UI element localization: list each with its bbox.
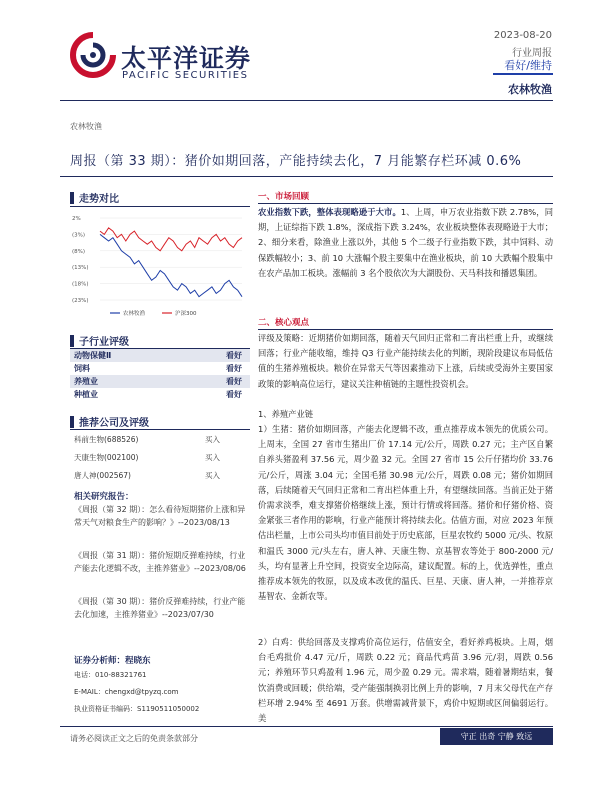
disclaimer-note: 请务必阅读正文之后的免责条款部分 bbox=[70, 734, 198, 743]
market-review-divider bbox=[258, 203, 553, 204]
analyst-phone: 电话：010-88321761 bbox=[74, 671, 147, 679]
trend-heading: 走势对比 bbox=[70, 190, 119, 205]
header-rating-rule bbox=[493, 73, 553, 75]
brand-name-en: PACIFIC SECURITIES bbox=[122, 70, 249, 81]
legend-label: 农林牧渔 bbox=[123, 311, 146, 317]
analyst-cert: 执业资格证书编码：S1190511050002 bbox=[74, 705, 200, 713]
table-row: 养殖业 看好 bbox=[70, 375, 250, 388]
core-view-text: 评级及策略：近期猪价如期回落，随着天气回归正常和二育出栏重上升，或继续回落；行业产能收缩，维持 Q3 行业产能持续去化的判断，现阶段建议布局低估值的生猪养殖板块。粮价在异常天气等因素推动下上涨，后续或受海外主要国家政策的影响高位运行，建议关注种植链的主题性投资机会。 bbox=[258, 333, 553, 389]
core-view-divider bbox=[258, 329, 553, 330]
legend-label: 沪深300 bbox=[175, 311, 197, 317]
y-tick-label: 2% bbox=[72, 216, 81, 222]
report-title: 周报（第 33 期）：猪价如期回落，产能持续去化，7 月能繁存栏环减 0.6% bbox=[70, 154, 522, 169]
report-type: 行业周报 bbox=[512, 48, 552, 59]
y-tick-label: (13%) bbox=[72, 265, 89, 272]
series-line bbox=[100, 234, 242, 296]
analyst-email[interactable]: E-MAIL：chengxd@tpyzq.com bbox=[74, 688, 179, 696]
trend-divider bbox=[70, 206, 250, 207]
company-motto: 守正 出奇 宁静 致远 bbox=[440, 728, 553, 745]
brand-name-cn: 太平洋证券 bbox=[121, 44, 252, 73]
series-line bbox=[100, 228, 242, 251]
list-item: 天康生物(002100) 买入 bbox=[74, 453, 220, 462]
broiler-analysis-text: 2）白鸡：供给回落及支撑鸡价高位运行，估值安全，看好养鸡板块。上周，烟台毛鸡批价 4.47 元/斤，周跌 0.22 元；商品代鸡苗 3.96 元/羽，周跌 0.56 元；养殖环节只鸡盈利 1.96 元，周少盈 0.29 元。需求端，随着暑期结束，餐饮消费或回暖；供给端，受产能强制换羽比例上升的影响，7 月末父母代在产存栏环增 2.94% 至 4691 万套。供增需减背景下，鸡价中短期或区间偏弱运行。美 bbox=[258, 637, 553, 724]
list-item: 唐人神(002567) 买入 bbox=[74, 471, 220, 480]
y-tick-label: (8%) bbox=[72, 248, 86, 255]
related-report[interactable]: 《周报（第 30 期）：猪价反弹难持续，行业产能去化加速，主推养猪业》--2023/07/30 bbox=[74, 597, 246, 619]
market-review-text: 农业指数下跌，整体表现略逊于大市。1、上周，申万农业指数下跌 2.78%，同期，上证综指下跌 1.8%，深成指下跌 3.24%，农业板块整体表现略逊于大市；2、细分来看，除渔业上涨以外，其他 5 个二级子行业指数下跌，其中饲料、动保跌幅较小；3、前 10 大涨幅个股主要集中在渔业板块，前 10 大跌幅个股集中在农产品加工板块。涨幅前 3 名个股依次为大湖股份、天马科技和播恩集团。 bbox=[258, 207, 553, 278]
related-report[interactable]: 《周报（第 31 期）：猪价短期反弹难持续，行业产能去化逻辑不改，主推养猪业》--2023/08/06 bbox=[74, 551, 246, 573]
recommend-heading: 推荐公司及评级 bbox=[70, 414, 149, 429]
recommend-divider bbox=[70, 429, 250, 430]
sector-label: 农林牧渔 bbox=[70, 122, 102, 131]
hog-analysis-text: 1）生猪：猪价如期回落，产能去化逻辑不改，重点推荐成本领先的优质公司。上周末，全国 27 省市生猪出厂价 17.14 元/公斤，周跌 0.27 元；主产区自繁自养头猪盈利 37.56 元，周少盈 32 元。全国 27 省市 15 公斤仔猪均价 33.76 元/公斤，周涨 3.04 元；全国毛猪 30.98 元/公斤，周跌 0.08 元；猪价如期回落，后续随着天气回归正常和二育出栏体重上升，有望继续回落。当前正处于猪价需求淡季，难支撑猪价格继续上涨，预计行情或将回落。猪价和仔猪价格、资金紧张三者作用的影响，行业产能预计将持续去化。估值方面，对应 2023 年预估出栏量，上市公司头均市值目前处于历史底部，巨星农牧约 5000 元/头、牧原和温氏 3000 元/头左右，唐人神、天康生物、京基智农等处于 800-2000 元/头，均有显著上升空间，投资安全边际高，建议配置。标的上，优选弹性，重点推荐成本领先的牧原，以及成本改优的温氏、巨星、天康、唐人神，一并推荐京基智农、金新农等。 bbox=[258, 424, 553, 602]
table-row: 饲料 看好 bbox=[74, 364, 242, 373]
table-row: 动物保健Ⅱ 看好 bbox=[70, 349, 250, 362]
table-row: 种植业 看好 bbox=[74, 390, 242, 399]
header-divider bbox=[60, 100, 553, 101]
analyst-name: 证券分析师：程晓东 bbox=[74, 656, 151, 666]
report-date: 2023-08-20 bbox=[493, 30, 552, 41]
footer-divider bbox=[60, 726, 553, 727]
related-heading: 相关研究报告： bbox=[74, 492, 134, 502]
subsection-title: 1、养殖产业链 bbox=[258, 409, 314, 419]
y-tick-label: (18%) bbox=[72, 281, 89, 288]
pacific-logo-icon bbox=[70, 32, 116, 78]
header-sector: 农林牧渔 bbox=[508, 83, 552, 96]
core-view-heading: 二、核心观点 bbox=[258, 318, 310, 328]
related-report[interactable]: 《周报（第 32 期）：怎么看待短期猪价上涨和异常天气对粮食生产的影响？》--2023/08/13 bbox=[74, 505, 246, 527]
y-tick-label: (23%) bbox=[72, 298, 89, 304]
title-divider bbox=[60, 176, 553, 177]
industry-rating: 看好/维持 bbox=[504, 59, 552, 72]
y-tick-label: (3%) bbox=[72, 232, 86, 239]
market-review-heading: 一、市场回顾 bbox=[258, 192, 310, 202]
sub-rating-heading: 子行业评级 bbox=[70, 333, 129, 348]
list-item: 科前生物(688526) 买入 bbox=[74, 435, 220, 444]
trend-chart bbox=[70, 212, 250, 327]
